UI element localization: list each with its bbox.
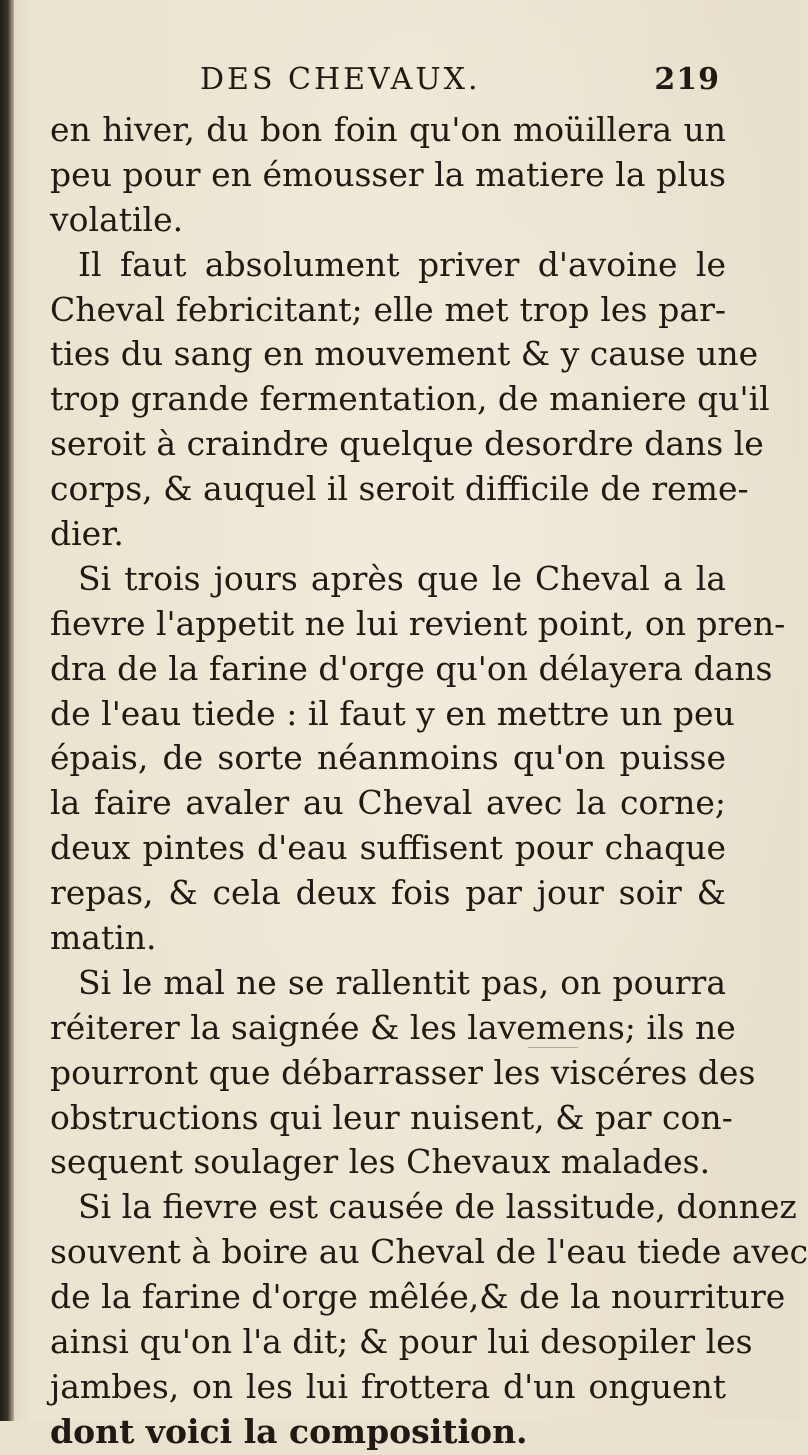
text-line: fievre l'appetit ne lui revient point, on pren- — [50, 603, 786, 643]
text-line: réiterer la saignée & les lavemens; ils ne — [50, 1007, 736, 1047]
paragraph-start-line: Si la fievre est causée de lassitude, donnez — [78, 1187, 797, 1227]
binding-gutter — [0, 0, 14, 1421]
text-line: souvent à boire au Cheval de l'eau tiede avec — [50, 1232, 808, 1272]
page-header — [200, 62, 720, 102]
text-line: dra de la farine d'orge qu'on délayera dans — [50, 648, 773, 688]
text-line: dont voici la composition. — [50, 1411, 528, 1451]
text-line: de l'eau tiede : il faut y en mettre un peu — [50, 693, 735, 733]
catchword-rule — [528, 1047, 578, 1048]
text-line: matin. — [50, 918, 157, 958]
text-line: sequent soulager les Chevaux malades. — [50, 1142, 711, 1182]
text-line: jambes, on les lui frottera d'un onguent — [50, 1366, 726, 1406]
text-line: peu pour en émousser la matiere la plus — [50, 154, 726, 194]
body-text — [50, 108, 808, 1455]
running-head: DES CHEVAUX. — [200, 62, 481, 97]
text-line: obstructions qui leur nuisent, & par con- — [50, 1097, 733, 1137]
page-number: 219 — [654, 62, 720, 97]
paragraph-start-line: Si trois jours après que le Cheval a la — [78, 558, 726, 598]
text-line: ainsi qu'on l'a dit; & pour lui desopiler les — [50, 1322, 753, 1362]
text-line: pourront que débarrasser les viscéres des — [50, 1052, 756, 1092]
text-line: en hiver, du bon foin qu'on moüillera un — [50, 110, 726, 149]
text-line: deux pintes d'eau suffisent pour chaque — [50, 828, 726, 868]
paragraph-start-line: Si le mal ne se rallentit pas, on pourra — [78, 962, 726, 1002]
text-line: de la farine d'orge mêlée,& de la nourriture — [50, 1277, 786, 1317]
text-line: ties du sang en mouvement & y cause une — [50, 334, 759, 374]
text-line: seroit à craindre quelque desordre dans le — [50, 424, 764, 464]
text-line: volatile. — [50, 199, 184, 239]
text-line: trop grande fermentation, de maniere qu'il — [50, 379, 770, 419]
paragraph-start-line: Il faut absolument priver d'avoine le — [78, 244, 726, 284]
text-line: épais, de sorte néanmoins qu'on puisse — [50, 738, 726, 778]
text-line: la faire avaler au Cheval avec la corne; — [50, 783, 726, 823]
text-line: Cheval febricitant; elle met trop les par- — [50, 289, 726, 329]
text-line: dier. — [50, 514, 124, 554]
text-line: corps, & auquel il seroit difficile de reme- — [50, 469, 749, 509]
text-line: repas, & cela deux fois par jour soir & — [50, 873, 726, 913]
